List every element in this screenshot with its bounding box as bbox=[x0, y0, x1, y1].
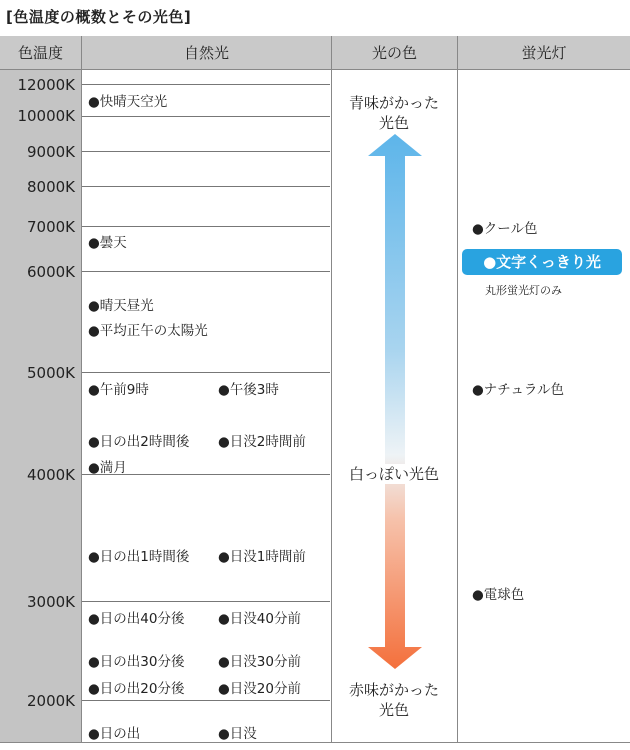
header-color-temperature: 色温度 bbox=[0, 36, 81, 70]
header-fluorescent: 蛍光灯 bbox=[458, 36, 630, 70]
natural-light-item: ●日没 bbox=[218, 726, 257, 742]
row-divider bbox=[82, 271, 330, 272]
natural-light-item: ●日没20分前 bbox=[218, 681, 301, 697]
row-divider bbox=[82, 151, 330, 152]
light-color-reddish-line1: 赤味がかった bbox=[348, 681, 439, 699]
column-divider bbox=[81, 36, 82, 742]
row-divider bbox=[82, 700, 330, 701]
natural-light-item: ●曇天 bbox=[88, 235, 127, 251]
fluor-bulb: ●電球色 bbox=[472, 587, 525, 603]
row-divider bbox=[82, 226, 330, 227]
natural-light-item: ●日の出2時間後 bbox=[88, 434, 190, 450]
light-color-reddish-line2: 光色 bbox=[378, 701, 409, 719]
page-title: [色温度の概数とその光色] bbox=[6, 8, 192, 26]
fluor-clear-text-badge: ●文字くっきり光 bbox=[462, 249, 622, 275]
natural-light-item: ●日の出1時間後 bbox=[88, 549, 190, 565]
natural-light-item: ●日没2時間前 bbox=[218, 434, 306, 450]
light-color-whitish: 白っぽい光色 bbox=[340, 464, 448, 484]
natural-light-item: ●午後3時 bbox=[218, 382, 279, 398]
temp-label: 3000K bbox=[26, 593, 75, 611]
temp-label: 8000K bbox=[26, 178, 75, 196]
row-divider bbox=[82, 116, 330, 117]
row-divider bbox=[82, 186, 330, 187]
natural-light-item: ●日没1時間前 bbox=[218, 549, 306, 565]
temp-label: 12000K bbox=[17, 76, 75, 94]
header-natural-light: 自然光 bbox=[82, 36, 331, 70]
natural-light-item: ●満月 bbox=[88, 460, 127, 476]
natural-light-item: ●日没40分前 bbox=[218, 611, 301, 627]
light-color-bluish-line1: 青味がかった bbox=[348, 94, 439, 112]
temp-label: 10000K bbox=[17, 107, 75, 125]
natural-light-item: ●日没30分前 bbox=[218, 654, 301, 670]
natural-light-item: ●日の出20分後 bbox=[88, 681, 185, 697]
light-color-bluish-line2: 光色 bbox=[378, 114, 409, 132]
temp-label: 9000K bbox=[26, 143, 75, 161]
fluor-cool: ●クール色 bbox=[472, 221, 538, 237]
temp-label: 7000K bbox=[26, 218, 75, 236]
row-divider bbox=[82, 372, 330, 373]
natural-light-item: ●晴天昼光 bbox=[88, 298, 154, 314]
fluor-natural: ●ナチュラル色 bbox=[472, 382, 564, 398]
column-divider bbox=[457, 36, 458, 742]
column-divider bbox=[331, 36, 332, 742]
natural-light-item: ●平均正午の太陽光 bbox=[88, 323, 208, 339]
header-light-color: 光の色 bbox=[332, 36, 457, 70]
temperature-column bbox=[0, 70, 81, 742]
natural-light-column bbox=[82, 70, 331, 742]
natural-light-item: ●日の出30分後 bbox=[88, 654, 185, 670]
temp-label: 4000K bbox=[26, 466, 75, 484]
light-color-reddish bbox=[331, 680, 457, 720]
temp-label: 6000K bbox=[26, 263, 75, 281]
row-divider bbox=[82, 601, 330, 602]
row-divider bbox=[82, 84, 330, 85]
color-gradient-arrow bbox=[360, 134, 430, 669]
light-color-bluish bbox=[331, 93, 457, 133]
natural-light-item: ●日の出 bbox=[88, 726, 141, 742]
natural-light-item: ●日の出40分後 bbox=[88, 611, 185, 627]
table-bottom-border bbox=[0, 742, 630, 743]
temp-label: 5000K bbox=[26, 364, 75, 382]
fluor-badge-note: 丸形蛍光灯のみ bbox=[485, 284, 562, 297]
natural-light-item: ●快晴天空光 bbox=[88, 94, 168, 110]
temp-label: 2000K bbox=[26, 692, 75, 710]
natural-light-item: ●午前9時 bbox=[88, 382, 149, 398]
